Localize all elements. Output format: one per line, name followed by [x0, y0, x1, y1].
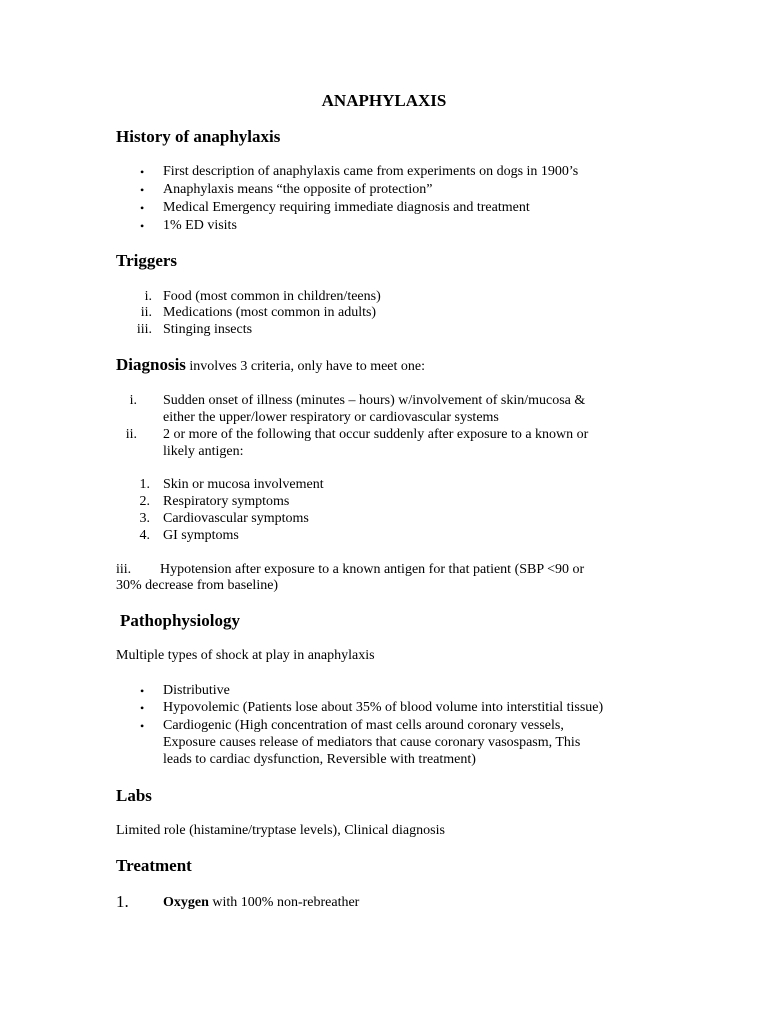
- bullet-icon: •: [140, 165, 145, 179]
- list-item: GI symptoms: [163, 528, 239, 543]
- criterion-text: likely antigen:: [163, 444, 244, 459]
- list-item: Anaphylaxis means “the opposite of protection”: [163, 182, 433, 197]
- treatment-number: 1.: [116, 892, 129, 911]
- bullet-icon: •: [140, 701, 145, 715]
- pathophysiology-heading: Pathophysiology: [120, 611, 240, 630]
- bullet-icon: •: [140, 201, 145, 215]
- list-item-continued: leads to cardiac dysfunction, Reversible with treatment): [163, 752, 476, 767]
- list-item: Cardiovascular symptoms: [163, 511, 309, 526]
- history-heading: History of anaphylaxis: [116, 127, 281, 146]
- criterion-text: 2 or more of the following that occur suddenly after exposure to a known or: [163, 427, 589, 442]
- list-item: First description of anaphylaxis came from experiments on dogs in 1900’s: [163, 164, 579, 179]
- list-item: Distributive: [163, 683, 230, 698]
- labs-heading: Labs: [116, 786, 152, 805]
- bullet-icon: •: [140, 183, 145, 197]
- criterion-number: iii.: [116, 562, 132, 577]
- list-number: 2.: [139, 494, 150, 509]
- criterion-number: ii.: [125, 427, 137, 442]
- treatment-heading: Treatment: [116, 856, 192, 875]
- treatment-item-bold: Oxygen: [163, 895, 209, 910]
- list-item: Stinging insects: [163, 322, 253, 337]
- list-number: 1.: [139, 477, 150, 492]
- treatment-item: [163, 894, 359, 911]
- diagnosis-line: [116, 355, 425, 375]
- diagnosis-intro: involves 3 criteria, only have to meet one:: [185, 359, 426, 374]
- list-number: i.: [144, 289, 152, 304]
- list-item: Hypovolemic (Patients lose about 35% of blood volume into interstitial tissue): [163, 700, 604, 715]
- bullet-icon: •: [140, 219, 145, 233]
- treatment-item-rest: with 100% non-rebreather: [208, 895, 360, 910]
- criterion-text: 30% decrease from baseline): [116, 578, 279, 593]
- list-item: Medical Emergency requiring immediate diagnosis and treatment: [163, 200, 530, 215]
- diagnosis-heading: Diagnosis: [116, 355, 186, 374]
- bullet-icon: •: [140, 684, 145, 698]
- criterion-text: either the upper/lower respiratory or cardiovascular systems: [163, 410, 499, 425]
- list-item: Food (most common in children/teens): [163, 289, 381, 304]
- criterion-number: i.: [129, 393, 137, 408]
- list-item: Medications (most common in adults): [163, 305, 377, 320]
- criterion-text: Sudden onset of illness (minutes – hours) w/involvement of skin/mucosa &: [163, 393, 586, 408]
- list-number: iii.: [136, 322, 152, 337]
- list-number: 3.: [139, 511, 150, 526]
- list-item: Skin or mucosa involvement: [163, 477, 324, 492]
- criterion-text: Hypotension after exposure to a known antigen for that patient (SBP <90 or: [160, 562, 585, 577]
- list-item-continued: Exposure causes release of mediators that cause coronary vasospasm, This: [163, 735, 581, 750]
- pathophysiology-intro: Multiple types of shock at play in anaphylaxis: [116, 648, 375, 663]
- triggers-heading: Triggers: [116, 251, 178, 270]
- list-item: 1% ED visits: [163, 218, 237, 233]
- labs-text: Limited role (histamine/tryptase levels), Clinical diagnosis: [116, 823, 445, 838]
- list-item: Respiratory symptoms: [163, 494, 290, 509]
- list-number: ii.: [140, 305, 152, 320]
- list-item: Cardiogenic (High concentration of mast cells around coronary vessels,: [163, 718, 564, 733]
- list-number: 4.: [139, 528, 150, 543]
- document-title: ANAPHYLAXIS: [321, 91, 447, 110]
- bullet-icon: •: [140, 719, 145, 733]
